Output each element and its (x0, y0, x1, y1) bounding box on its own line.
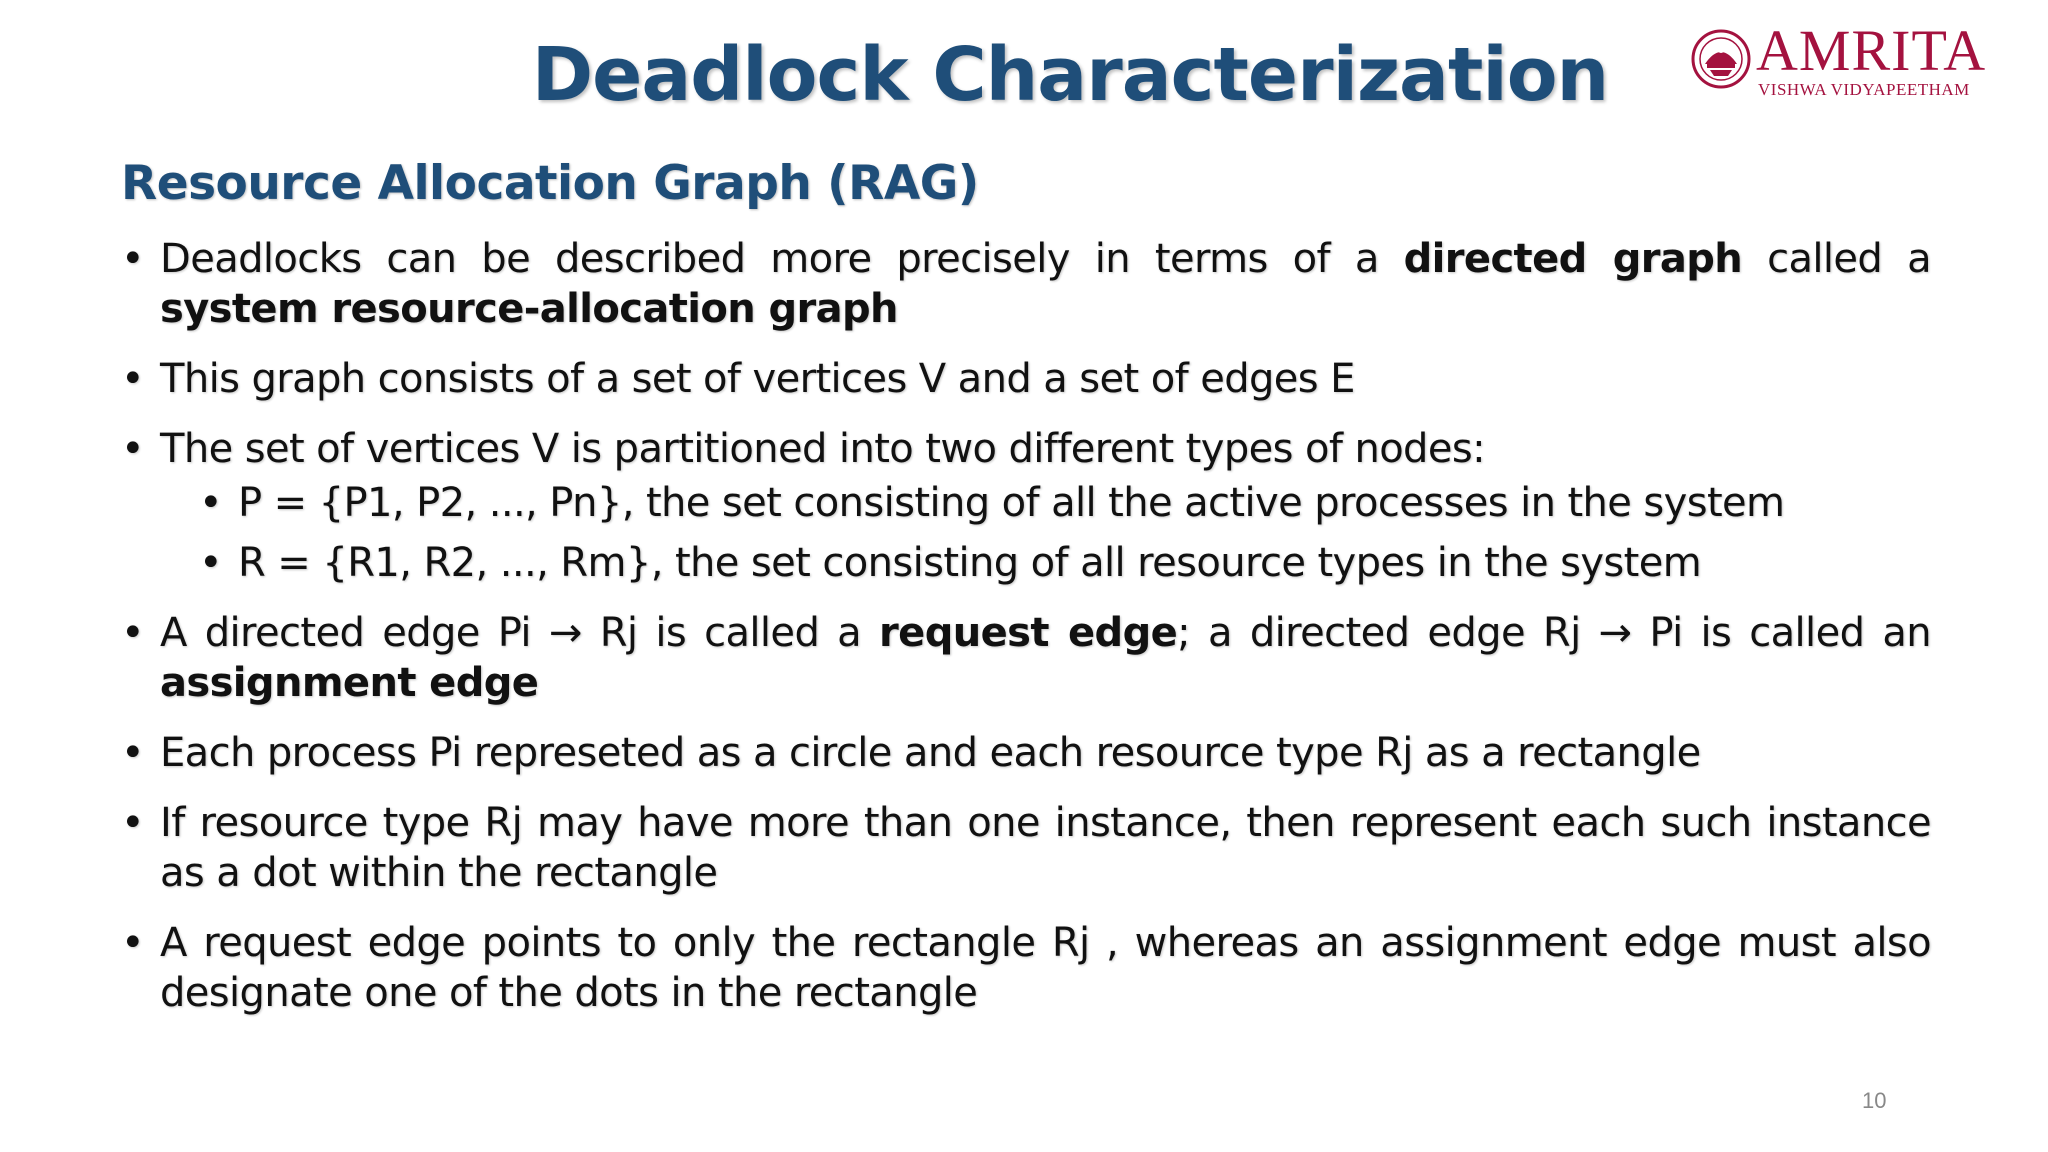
bullet-item (121, 234, 1931, 334)
bullet-bold-text: assignment edge (160, 660, 539, 706)
amrita-seal-icon (1690, 28, 1752, 90)
bullet-text: Each process Pi represeted as a circle and each resource type Rj as a rectangle (160, 730, 1701, 776)
bullet-item (121, 798, 1931, 898)
bullet-bold-text: request edge (879, 610, 1178, 656)
bullet-item (199, 538, 1931, 588)
bullet-item (121, 918, 1931, 1018)
bullet-point-icon: • (121, 730, 144, 776)
bullet-text: ; a directed edge Rj → Pi is called an (1177, 610, 1931, 656)
bullet-item (121, 608, 1931, 708)
bullet-text: If resource type Rj may have more than one instance, then represent each such instance as a dot within the rectangle (160, 800, 1931, 896)
bullet-text: The set of vertices V is partitioned into two different types of nodes: (160, 426, 1485, 472)
bullet-item (121, 728, 1931, 778)
bullet-point-icon: • (121, 356, 144, 402)
bullet-point-icon: • (121, 426, 144, 472)
bullet-item (121, 424, 1931, 474)
bullet-text: called a (1742, 236, 1931, 282)
bullet-list (121, 234, 1931, 1038)
bullet-text: Deadlocks can be described more precisely in terms of a (160, 236, 1404, 282)
bullet-point-icon: • (121, 236, 144, 282)
bullet-item (199, 478, 1931, 528)
logo-subtext: VISHWA VIDYAPEETHAM (1758, 80, 1970, 99)
bullet-bold-text: directed graph (1403, 236, 1743, 282)
bullet-text: A request edge points to only the rectangle Rj , whereas an assignment edge must also designate one of the dots in the rectangle (160, 920, 1931, 1016)
logo-wordmark: AMRITA (1756, 18, 1987, 83)
bullet-point-icon: • (121, 800, 144, 846)
bullet-point-icon: • (199, 540, 222, 586)
amrita-logo (1690, 18, 2030, 99)
bullet-point-icon: • (121, 610, 144, 656)
page-number: 10 (1862, 1088, 1887, 1113)
bullet-bold-text: system resource-allocation graph (160, 286, 898, 332)
slide-subtitle: Resource Allocation Graph (RAG) (121, 156, 979, 211)
bullet-point-icon: • (121, 920, 144, 966)
bullet-item (121, 354, 1931, 404)
bullet-text: A directed edge Pi → Rj is called a (160, 610, 880, 656)
bullet-text: This graph consists of a set of vertices V and a set of edges E (160, 356, 1355, 402)
bullet-text: R = {R1, R2, ..., Rm}, the set consisting of all resource types in the system (238, 540, 1702, 586)
bullet-text: P = {P1, P2, ..., Pn}, the set consisting of all the active processes in the system (238, 480, 1785, 526)
slide-title: Deadlock Characterization (531, 32, 1609, 118)
bullet-point-icon: • (199, 480, 222, 526)
